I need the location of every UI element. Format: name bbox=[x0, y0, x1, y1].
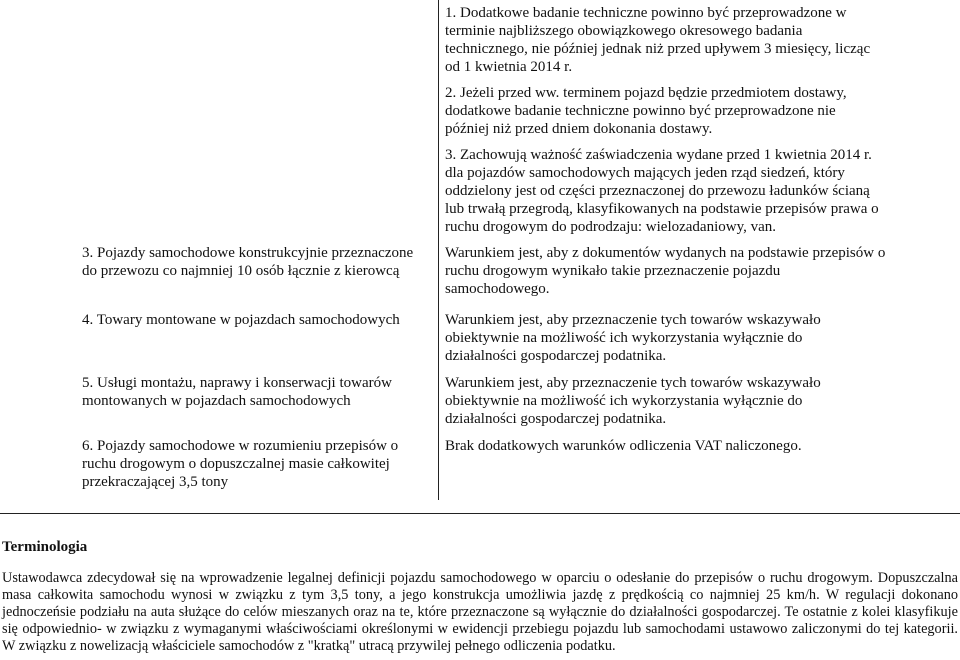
row-6-condition: Brak dodatkowych warunków odliczenia VAT naliczonego. bbox=[445, 438, 802, 454]
terminology-heading-box bbox=[2, 538, 302, 556]
row-5-label: 5. Usługi montażu, naprawy i konserwacji towarów montowanych w pojazdach samochodowych bbox=[82, 375, 392, 409]
terminology-body: Ustawodawca zdecydował się na wprowadzenie legalnej definicji pojazdu samochodowego w oparciu o odesłanie do przepisów o ruchu drogowym. Dopuszczalna masa całkowita samochodu wynosi w związku z tym 3,5 tony, a jego konstrukcja umożliwia jazdę z prędkością co najmniej 25 km/h. W regulacji dokonano jednoczeńsie podziału na auta służące do celów mieszanych oraz na te, które przeznaczone są wyłącznie do działalności gospodarczej. Te ostatnie z kolei klasyfikuje się odpowiednio- w związku z wymaganymi właściwościami określonymi w ewidencji przebiegu pojazdu lub samochodami ustawowo zaliczonymi do tej kategorii. W związku z nowelizacją właściciele samochodów z "kratką" utracą przywilej pełnego odliczenia podatku. bbox=[2, 570, 958, 654]
row-3-label: 3. Pojazdy samochodowe konstrukcyjnie przeznaczone do przewozu co najmniej 10 osób łącznie z kierowcą bbox=[82, 245, 414, 279]
paragraph-3-line1: 3. Zachowują ważność zaświadczenia wydane przed 1 kwietnia 2014 r. bbox=[445, 147, 872, 163]
row-6-left bbox=[82, 437, 407, 491]
right-para-1 bbox=[445, 4, 885, 76]
right-para-3 bbox=[445, 146, 890, 236]
row-3-right bbox=[445, 244, 887, 298]
row-3-condition: Warunkiem jest, aby z dokumentów wydanych na podstawie przepisów o ruchu drogowym wynikało takie przeznaczenie pojazdu samochodowego. bbox=[445, 245, 886, 297]
terminology-heading: Terminologia bbox=[2, 539, 88, 555]
section-divider bbox=[0, 513, 960, 514]
row-5-right bbox=[445, 374, 855, 428]
row-5-condition: Warunkiem jest, aby przeznaczenie tych towarów wskazywało obiektywnie na możliwość ich wykorzystania wyłącznie do działalności gospodarczej podatnika. bbox=[445, 375, 821, 427]
column-divider bbox=[438, 0, 439, 500]
row-6-label: 6. Pojazdy samochodowe w rozumieniu przepisów o ruchu drogowym o dopuszczalnej masie całkowitej przekraczającej 3,5 tony bbox=[82, 438, 399, 490]
row-4-label: 4. Towary montowane w pojazdach samochodowych bbox=[82, 312, 400, 328]
row-4-left bbox=[82, 311, 427, 329]
paragraph-1: 1. Dodatkowe badanie techniczne powinno być przeprowadzone w terminie najbliższego obowiązkowego okresowego badania technicznego, nie później jednak niż przed upływem 3 miesięcy, licząc od 1 kwietnia 2014 r. bbox=[445, 5, 871, 75]
right-para-2 bbox=[445, 84, 875, 138]
row-5-left bbox=[82, 374, 407, 410]
paragraph-2: 2. Jeżeli przed ww. terminem pojazd będzie przedmiotem dostawy, dodatkowe badanie techniczne powinno być przeprowadzone nie później niż przed dniem dokonania dostawy. bbox=[445, 85, 847, 137]
row-4-condition: Warunkiem jest, aby przeznaczenie tych towarów wskazywało obiektywnie na możliwość ich wykorzystania wyłącznie do działalności gospodarczej podatnika. bbox=[445, 312, 821, 364]
row-3-left bbox=[82, 244, 427, 280]
row-6-right bbox=[445, 437, 885, 455]
paragraph-3-rest: dla pojazdów samochodowych mających jeden rząd siedzeń, który oddzielony jest od części przeznaczonej do przewozu ładunków ścianą lub trwałą przegrodą, klasyfikowanych na podstawie przepisów prawa o ruchu drogowym do podrodzaju: wielozadaniowy, van. bbox=[445, 165, 879, 235]
terminology-body-box bbox=[2, 570, 958, 655]
row-4-right bbox=[445, 311, 855, 365]
